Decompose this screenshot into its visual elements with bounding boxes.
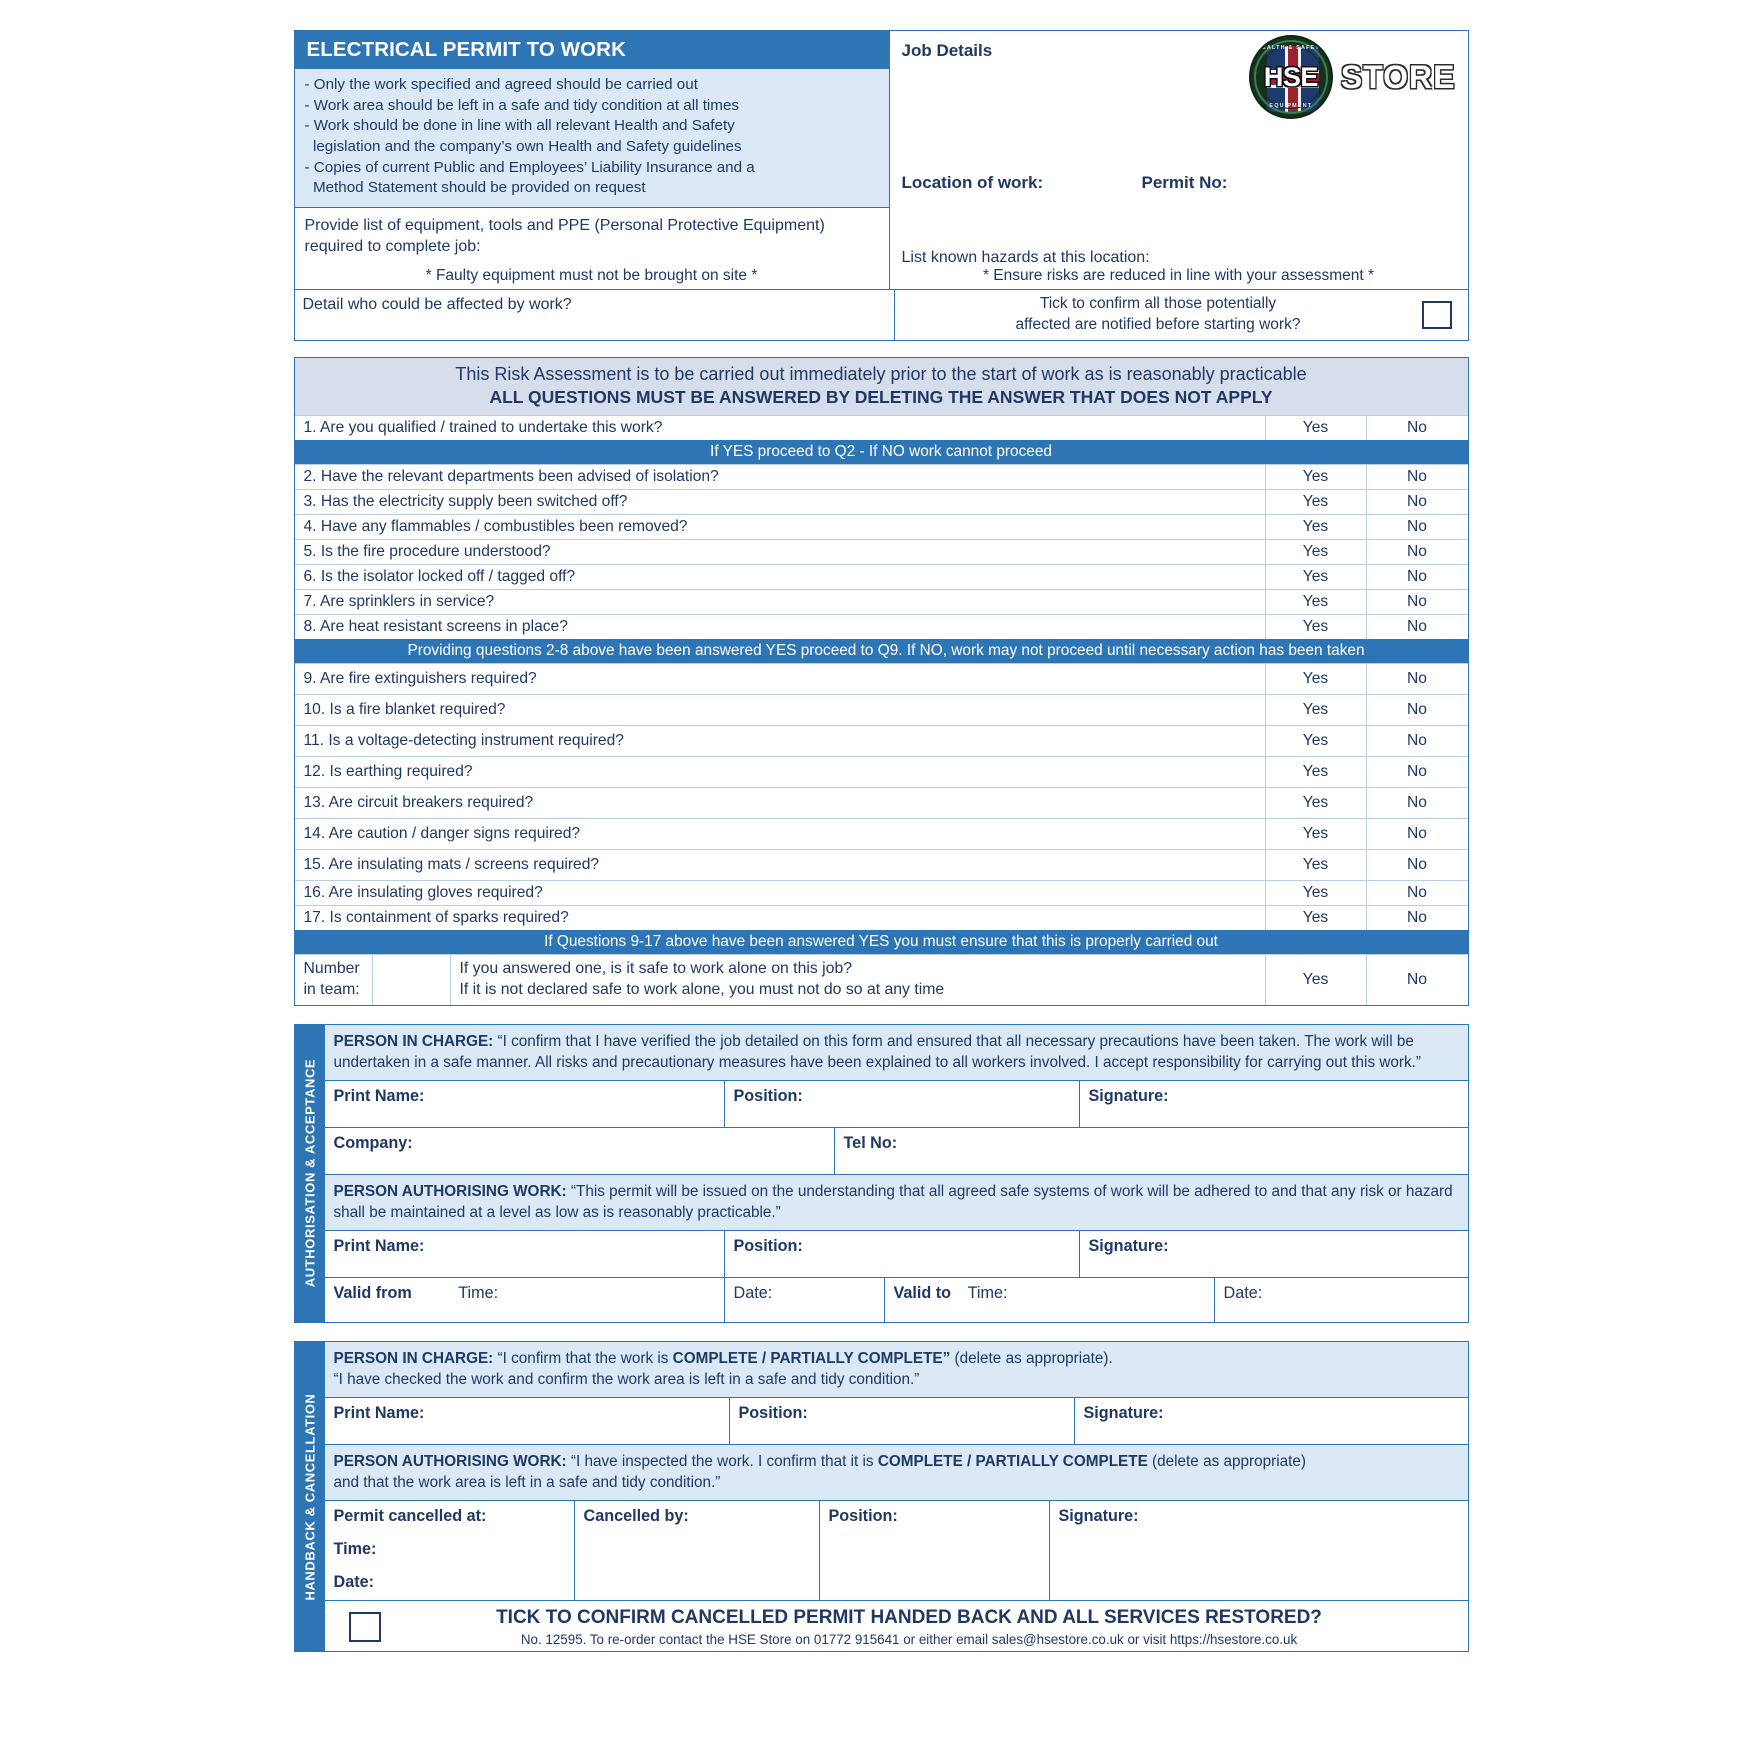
handback-pic-text-b: (delete as appropriate). (950, 1349, 1113, 1367)
table-row (295, 415, 1468, 440)
valid-from-date-field[interactable]: Date: (725, 1278, 885, 1322)
valid-to-time-label: Time: (967, 1283, 1008, 1302)
signature-field[interactable]: Signature: (1088, 1086, 1169, 1105)
person-authorising-label: PERSON AUTHORISING WORK: (333, 1182, 567, 1200)
banner-q9-17: If Questions 9-17 above have been answered YES you must ensure that this is properly carried out (295, 930, 1468, 954)
handback-pic-text-a: “I confirm that the work is (493, 1349, 673, 1367)
notify-confirmation (895, 290, 1468, 340)
handback-paw-complete: COMPLETE / PARTIALLY COMPLETE (877, 1453, 1148, 1471)
equipment-list-field[interactable]: Provide list of equipment, tools and PPE (Personal Protective Equipment) required to complete job: (304, 217, 825, 255)
cancelled-time-label: Time: (333, 1540, 377, 1559)
bullet-item: - Copies of current Public and Employees’ Liability Insurance and a (304, 158, 755, 176)
answer-yes[interactable]: Yes (1266, 757, 1367, 787)
valid-from-time-field[interactable] (325, 1278, 725, 1322)
validity-row (325, 1277, 1468, 1322)
banner-q2-8: Providing questions 2-8 above have been answered YES proceed to Q9. If NO, work may not proceed until necessary action has been taken (295, 639, 1468, 663)
table-row (295, 694, 1468, 725)
table-row (295, 663, 1468, 694)
valid-from-time-label: Time: (458, 1283, 499, 1302)
answer-no[interactable]: No (1407, 700, 1427, 718)
answer-yes[interactable]: Yes (1266, 788, 1367, 818)
answer-yes[interactable]: Yes (1266, 590, 1367, 614)
banner-q1: If YES proceed to Q2 - If NO work cannot proceed (295, 440, 1468, 464)
tick-confirm-line1: Tick to confirm all those potentially (1039, 295, 1277, 312)
bullet-item: Method Statement should be provided on request (304, 179, 646, 197)
table-row (295, 905, 1468, 930)
table-row (295, 787, 1468, 818)
tick-confirm-line2: affected are notified before starting work? (1015, 315, 1301, 333)
table-row (295, 880, 1468, 905)
header-bullets (295, 69, 889, 208)
question-text: 17. Is containment of sparks required? (295, 906, 1266, 930)
handback-pic-label: PERSON IN CHARGE: (333, 1349, 494, 1367)
answer-no[interactable]: No (1407, 731, 1427, 749)
store-wordmark: STORE (1340, 58, 1456, 95)
handback-paw-label: PERSON AUTHORISING WORK: (333, 1453, 567, 1471)
person-authorising-statement (325, 1174, 1468, 1230)
position-field[interactable]: Position: (820, 1501, 1050, 1600)
authorisation-tab (295, 1025, 325, 1322)
header-right-panel (890, 31, 1468, 289)
handback-pic-statement (325, 1342, 1468, 1397)
tel-no-field[interactable]: Tel No: (843, 1133, 898, 1152)
print-name-field[interactable]: Print Name: (325, 1398, 730, 1444)
question-text: 13. Are circuit breakers required? (295, 788, 1266, 818)
valid-to-date-field[interactable]: Date: (1223, 1283, 1263, 1302)
answer-yes[interactable]: Yes (1266, 465, 1367, 489)
person-in-charge-text: “I confirm that I have verified the job detailed on this form and ensured that all necessary precautions have been taken. The work will be undertaken in a safe manner. All risks and precautionary measures have been explained to all workers involved. I accept responsibility for carrying out this work.” (333, 1032, 1421, 1071)
valid-to-time-field[interactable] (885, 1278, 1215, 1322)
permit-cancelled-at-label: Permit cancelled at: (333, 1507, 487, 1526)
answer-yes[interactable]: Yes (1266, 540, 1367, 564)
risk-intro-line2: ALL QUESTIONS MUST BE ANSWERED BY DELETING THE ANSWER THAT DOES NOT APPLY (489, 386, 1273, 407)
company-field[interactable]: Company: (325, 1128, 835, 1174)
pic-details-row (325, 1080, 1468, 1127)
answer-no[interactable]: No (1407, 542, 1427, 560)
question-text: 7. Are sprinklers in service? (295, 590, 1266, 614)
valid-to-label: Valid to (893, 1283, 952, 1302)
bullet-item: - Work area should be left in a safe and tidy condition at all times (304, 96, 739, 114)
signature-field[interactable]: Signature: (1058, 1507, 1139, 1526)
answer-no[interactable]: No (1407, 669, 1427, 687)
answer-yes[interactable]: Yes (1266, 850, 1367, 880)
answer-no[interactable]: No (1407, 467, 1427, 485)
question-text: 1. Are you qualified / trained to undertake this work? (295, 416, 1266, 440)
position-field[interactable]: Position: (730, 1398, 1075, 1444)
company-tel-row (325, 1127, 1468, 1174)
table-row (295, 614, 1468, 639)
position-field[interactable]: Position: (725, 1231, 1080, 1277)
question-text: 3. Has the electricity supply been switched off? (295, 490, 1266, 514)
handback-tab (295, 1342, 325, 1651)
number-in-team-label (295, 955, 373, 1005)
question-text: 6. Is the isolator locked off / tagged off? (295, 565, 1266, 589)
final-confirmation-row (325, 1600, 1468, 1651)
cancellation-row (325, 1500, 1468, 1600)
badge-arc-top: HEALTH & SAFETY (1257, 45, 1325, 51)
answer-no[interactable]: No (1407, 418, 1427, 436)
answer-yes[interactable]: Yes (1266, 906, 1367, 930)
answer-no[interactable]: No (1407, 793, 1427, 811)
answer-yes[interactable]: Yes (1266, 955, 1367, 1005)
badge-arc-bottom: EQUIPMENT (1269, 103, 1313, 109)
handback-pic-details-row (325, 1397, 1468, 1444)
cancelled-by-field[interactable]: Cancelled by: (575, 1501, 820, 1600)
handback-paw-statement (325, 1444, 1468, 1500)
page-title: ELECTRICAL PERMIT TO WORK (295, 31, 889, 69)
question-text: 11. Is a voltage-detecting instrument required? (295, 726, 1266, 756)
handback-pic-line2: “I have checked the work and confirm the work area is left in a safe and tidy condition.” (333, 1371, 920, 1389)
handback-paw-text-b: (delete as appropriate) (1147, 1453, 1306, 1471)
answer-no[interactable]: No (1407, 883, 1427, 901)
authorisation-tab-label: AUTHORISATION & ACCEPTANCE (302, 1059, 317, 1288)
answer-yes[interactable]: Yes (1266, 515, 1367, 539)
answer-yes[interactable]: Yes (1266, 819, 1367, 849)
signature-field[interactable]: Signature: (1088, 1236, 1169, 1255)
position-field[interactable]: Position: (725, 1081, 1080, 1127)
risk-intro-line1: This Risk Assessment is to be carried out immediately prior to the start of work as is reasonably practicable (455, 363, 1307, 384)
answer-yes[interactable]: Yes (1266, 695, 1367, 725)
table-row (295, 539, 1468, 564)
answer-yes[interactable]: Yes (1266, 881, 1367, 905)
table-row (295, 589, 1468, 614)
bullet-item: legislation and the company’s own Health and Safety guidelines (304, 138, 742, 156)
document-footer: No. 12595. To re-order contact the HSE Store on 01772 915641 or either email sales@hsestore.co.uk or visit https://hsestore.co.uk (520, 1632, 1298, 1648)
work-alone-line2: If it is not declared safe to work alone, you must not do so at any time (459, 980, 945, 998)
answer-no[interactable]: No (1407, 762, 1427, 780)
answer-no[interactable]: No (1407, 592, 1427, 610)
badge-mark: HSE (1263, 61, 1318, 92)
question-text: 2. Have the relevant departments been advised of isolation? (295, 465, 1266, 489)
table-row (295, 514, 1468, 539)
table-row (295, 818, 1468, 849)
answer-no[interactable]: No (1407, 492, 1427, 510)
risk-assessment-header (295, 358, 1468, 415)
header-left-panel (295, 31, 890, 289)
risk-assessment-table (294, 357, 1469, 1006)
number-in-team-line1: Number (303, 959, 360, 977)
faulty-equipment-note: * Faulty equipment must not be brought on site * (425, 267, 758, 284)
work-alone-line1: If you answered one, is it safe to work alone on this job? (459, 959, 853, 977)
answer-no[interactable]: No (1407, 617, 1427, 635)
question-text: 9. Are fire extinguishers required? (295, 664, 1266, 694)
final-tick-label: TICK TO CONFIRM CANCELLED PERMIT HANDED BACK AND ALL SERVICES RESTORED? (496, 1607, 1322, 1629)
known-hazards-field[interactable]: List known hazards at this location: (901, 249, 1150, 266)
detail-who-affected-field[interactable]: Detail who could be affected by work? (295, 290, 895, 340)
hse-badge-icon (1249, 35, 1333, 119)
answer-yes[interactable]: Yes (1266, 615, 1367, 639)
table-row (295, 464, 1468, 489)
tick-confirm-text (903, 294, 1414, 336)
valid-from-label: Valid from (333, 1283, 412, 1302)
answer-no[interactable]: No (1407, 517, 1427, 535)
handback-paw-text-a: “I have inspected the work. I confirm that it is (566, 1453, 878, 1471)
number-in-team-line2: in team: (303, 980, 360, 998)
location-permit-row (902, 173, 1456, 193)
table-row (295, 849, 1468, 880)
bullet-item: - Only the work specified and agreed should be carried out (304, 76, 698, 93)
answer-yes[interactable]: Yes (1266, 416, 1367, 440)
person-authorising-text: “This permit will be issued on the understanding that all agreed safe systems of work will be adhered to and that any risk or hazard shall be maintained at a level as low as is reasonably practicable.” (333, 1182, 1453, 1221)
person-in-charge-statement (325, 1025, 1468, 1080)
question-text: 12. Is earthing required? (295, 757, 1266, 787)
answer-yes[interactable]: Yes (1266, 565, 1367, 589)
number-in-team-input[interactable] (373, 955, 451, 1005)
table-row (295, 564, 1468, 589)
bullet-item: - Work should be done in line with all relevant Health and Safety (304, 117, 735, 135)
question-text: 8. Are heat resistant screens in place? (295, 615, 1266, 639)
table-row (295, 725, 1468, 756)
question-text: 10. Is a fire blanket required? (295, 695, 1266, 725)
table-row (295, 756, 1468, 787)
paw-details-row (325, 1230, 1468, 1277)
hse-store-logo (1249, 35, 1456, 119)
question-text: 4. Have any flammables / combustibles been removed? (295, 515, 1266, 539)
cancelled-date-label: Date: (333, 1573, 374, 1592)
permit-no-label[interactable]: Permit No: (1141, 173, 1228, 192)
print-name-field[interactable]: Print Name: (325, 1081, 725, 1127)
answer-no[interactable]: No (1407, 908, 1427, 926)
team-size-row (295, 954, 1468, 1005)
permit-cancelled-at-field[interactable] (325, 1501, 575, 1600)
handback-tab-label: HANDBACK & CANCELLATION (302, 1393, 317, 1601)
handback-paw-line2: and that the work area is left in a safe and tidy condition.” (333, 1474, 721, 1492)
question-text: 14. Are caution / danger signs required? (295, 819, 1266, 849)
person-in-charge-label: PERSON IN CHARGE: (333, 1032, 494, 1050)
location-of-work-label[interactable]: Location of work: (901, 173, 1044, 192)
answer-no[interactable]: No (1407, 824, 1427, 842)
notify-checkbox[interactable] (1422, 301, 1452, 329)
question-text: 5. Is the fire procedure understood? (295, 540, 1266, 564)
answer-no[interactable]: No (1406, 970, 1428, 988)
affected-persons-row (294, 290, 1469, 341)
answer-yes[interactable]: Yes (1266, 664, 1367, 694)
table-row (295, 489, 1468, 514)
ensure-risks-note: * Ensure risks are reduced in line with your assessment * (982, 267, 1375, 284)
work-alone-text (451, 955, 1266, 1005)
question-text: 15. Are insulating mats / screens required? (295, 850, 1266, 880)
answer-yes[interactable]: Yes (1266, 490, 1367, 514)
answer-yes[interactable]: Yes (1266, 726, 1367, 756)
header-block (294, 30, 1469, 290)
question-text: 16. Are insulating gloves required? (295, 881, 1266, 905)
handback-pic-complete: COMPLETE / PARTIALLY COMPLETE” (672, 1349, 951, 1367)
answer-no[interactable]: No (1407, 567, 1427, 585)
handback-section (294, 1341, 1469, 1652)
job-details-label: Job Details (901, 41, 993, 60)
signature-field[interactable]: Signature: (1083, 1404, 1164, 1423)
authorisation-section (294, 1024, 1469, 1323)
answer-no[interactable]: No (1407, 855, 1427, 873)
handback-checkbox[interactable] (349, 1612, 381, 1642)
print-name-field[interactable]: Print Name: (325, 1231, 725, 1277)
